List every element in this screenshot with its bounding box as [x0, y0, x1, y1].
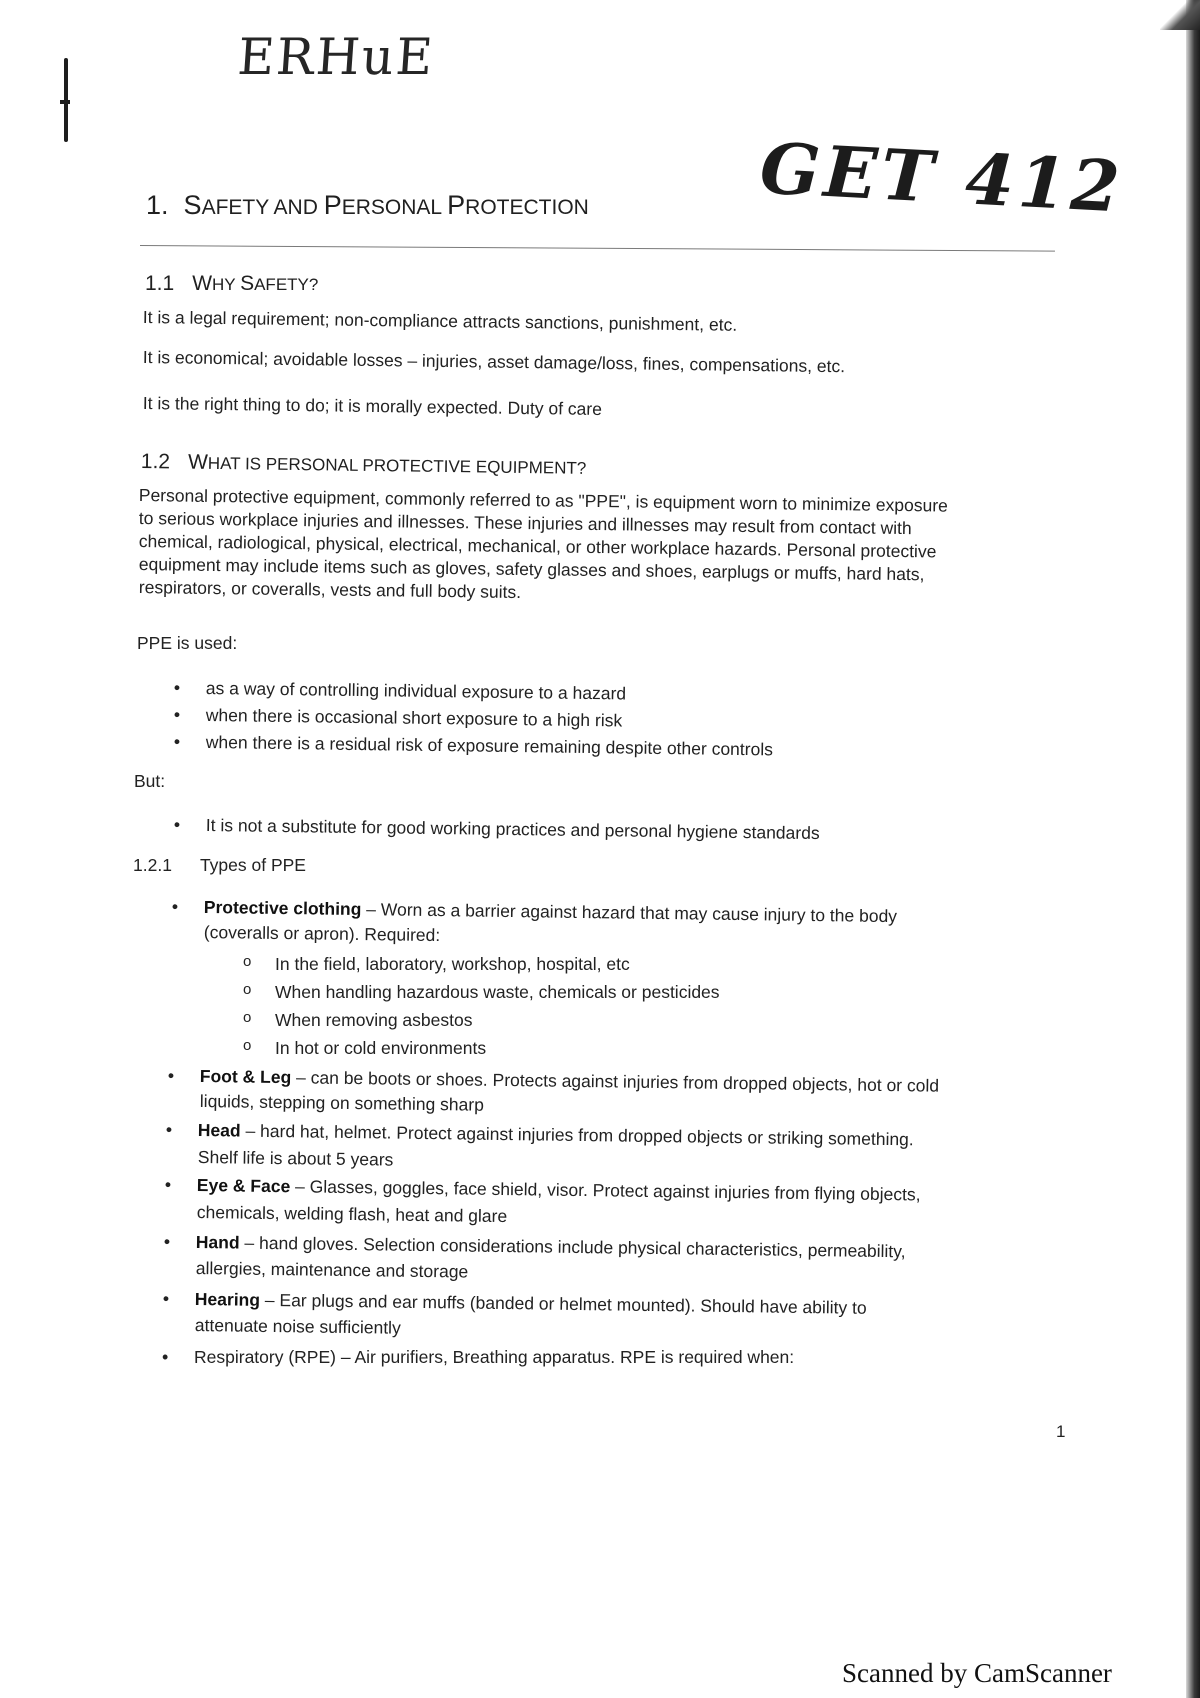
scan-edge-shadow: [1186, 0, 1200, 1698]
but-item: • It is not a substitute for good working practices and personal hygiene standards: [173, 814, 820, 844]
ppe-type-head: • Head – hard hat, helmet. Protect against injuries from dropped objects or striking something.: [165, 1119, 914, 1150]
ppe-definition-line-2: to serious workplace injuries and illnesses. These injuries and illnesses may result from contact with: [138, 507, 912, 539]
heading-rule: [140, 245, 1055, 252]
why-safety-line-3: It is the right thing to do; it is morally expected. Duty of care: [142, 392, 603, 420]
section-1-2-1-heading: 1.2.1 Types of PPE: [133, 855, 306, 875]
ppe-type-respiratory: • Respiratory (RPE) – Air purifiers, Breathing apparatus. RPE is required when:: [162, 1347, 795, 1367]
clothing-sub-item: o When removing asbestos: [243, 1009, 473, 1030]
scan-pen-mark-tick: [60, 100, 70, 104]
page-number: 1: [1056, 1422, 1066, 1441]
ppe-used-item: • when there is a residual risk of exposure remaining despite other controls: [173, 731, 774, 760]
handwritten-course-code: GET 412: [758, 126, 1126, 229]
ppe-used-item: • when there is occasional short exposure to a high risk: [173, 704, 623, 731]
section-1-2-heading: 1.2 WHAT IS PERSONAL PROTECTIVE EQUIPMENT?: [140, 450, 587, 478]
ppe-used-label: PPE is used:: [137, 633, 238, 653]
ppe-type-protective-clothing-cont: (coveralls or apron). Required:: [203, 922, 441, 946]
ppe-type-hand-cont: allergies, maintenance and storage: [195, 1258, 469, 1282]
why-safety-line-1: It is a legal requirement; non-compliance attracts sanctions, punishment, etc.: [142, 306, 738, 335]
ppe-type-hearing: • Hearing – Ear plugs and ear muffs (banded or helmet mounted). Should have ability to: [162, 1288, 867, 1318]
ppe-type-hearing-cont: attenuate noise sufficiently: [194, 1315, 401, 1338]
ppe-definition-line-3: chemical, radiological, physical, electrical, mechanical, or other workplace hazards. Personal protective: [138, 530, 937, 562]
scan-corner-shadow: [1160, 0, 1200, 30]
clothing-sub-item: o In the field, laboratory, workshop, hospital, etc: [243, 953, 630, 974]
handwritten-name: ERHuE: [235, 28, 437, 86]
section-1-heading: 1. SAFETY AND PERSONAL PROTECTION: [146, 190, 589, 220]
ppe-type-foot-leg: • Foot & Leg – can be boots or shoes. Protects against injuries from dropped objects, hot or cold: [167, 1065, 940, 1096]
ppe-definition-line-4: equipment may include items such as gloves, safety glasses and shoes, earplugs or muffs, hard hats,: [138, 553, 925, 585]
ppe-type-foot-leg-cont: liquids, stepping on something sharp: [199, 1091, 485, 1115]
ppe-type-head-cont: Shelf life is about 5 years: [197, 1147, 394, 1170]
ppe-type-hand: • Hand – hand gloves. Selection considerations include physical characteristics, permeability,: [163, 1231, 906, 1262]
ppe-type-protective-clothing: • Protective clothing – Worn as a barrier against hazard that may cause injury to the body: [171, 896, 898, 927]
section-1-1-heading: 1.1 WHY SAFETY?: [145, 272, 319, 295]
clothing-sub-item: o In hot or cold environments: [243, 1037, 487, 1058]
ppe-type-eye-face-cont: chemicals, welding flash, heat and glare: [196, 1202, 508, 1227]
ppe-definition-line-1: Personal protective equipment, commonly referred to as "PPE", is equipment worn to minimize exposure: [138, 484, 948, 516]
scanner-watermark: Scanned by CamScanner: [842, 1658, 1112, 1688]
but-label: But:: [134, 771, 166, 791]
ppe-type-eye-face: • Eye & Face – Glasses, goggles, face shield, visor. Protect against injuries from flying objects,: [164, 1174, 921, 1205]
why-safety-line-2: It is economical; avoidable losses – injuries, asset damage/loss, fines, compensations, etc.: [142, 346, 846, 377]
ppe-definition-line-5: respirators, or coveralls, vests and full body suits.: [138, 576, 522, 603]
clothing-sub-item: o When handling hazardous waste, chemicals or pesticides: [243, 981, 720, 1002]
ppe-used-item: • as a way of controlling individual exposure to a hazard: [173, 677, 627, 704]
